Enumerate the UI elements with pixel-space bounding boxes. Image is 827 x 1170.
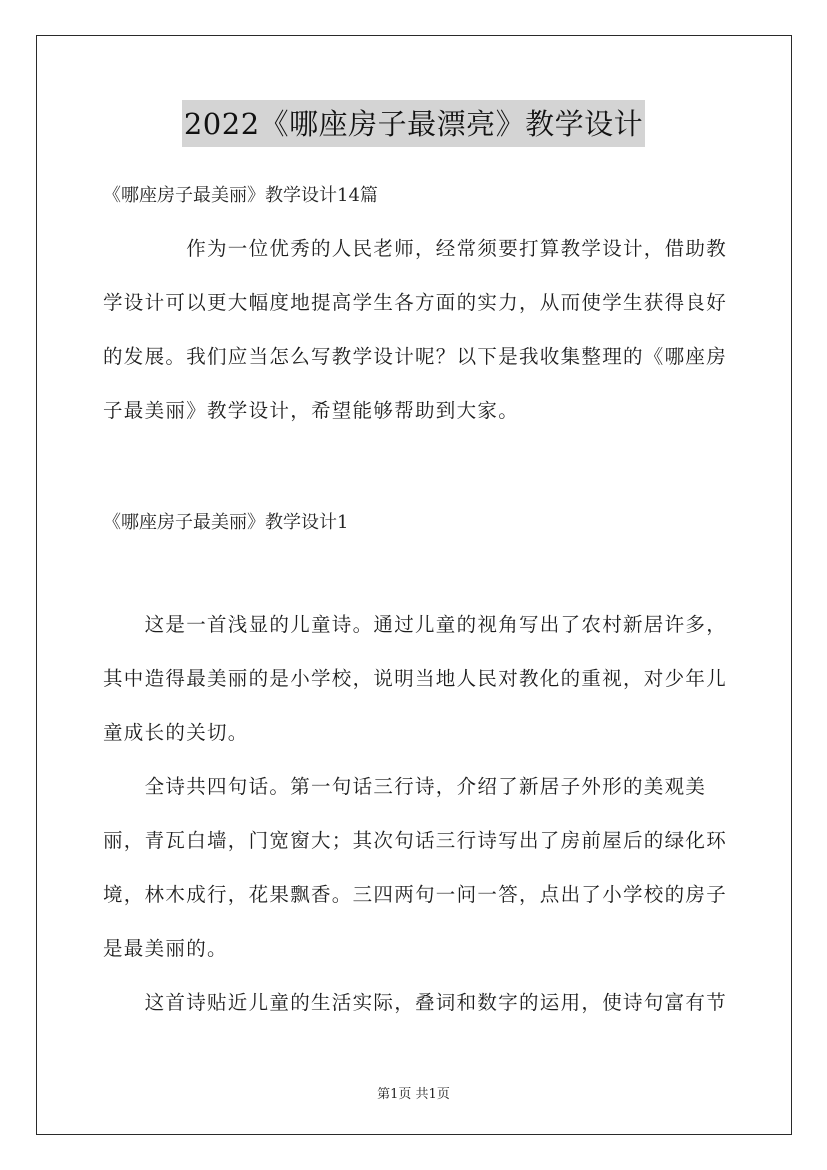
document-title — [0, 100, 827, 147]
body-paragraph-3: 这首诗贴近儿童的生活实际，叠词和数字的运用，使诗句富有节 — [103, 991, 728, 1014]
body-paragraph-1: 这是一首浅显的儿童诗。通过儿童的视角写出了农村新居许多，其中造得最美丽的是小学校，说明当地人民对教化的重视，对少年儿童成长的关切。 — [103, 613, 728, 744]
body-paragraph-2: 全诗共四句话。第一句话三行诗，介绍了新居子外形的美观美丽，青瓦白墙，门宽窗大；其次句话三行诗写出了房前屋后的绿化环境，林木成行，花果飘香。三四两句一问一答，点出了小学校的房子是最美丽的。 — [103, 775, 728, 960]
section-heading: 《哪座房子最美丽》教学设计1 — [103, 512, 349, 533]
page-footer: 第1页 共1页 — [377, 1087, 450, 1102]
intro-paragraph: 作为一位优秀的人民老师，经常须要打算教学设计，借助教学设计可以更大幅度地提高学生各方面的实力，从而使学生获得良好的发展。我们应当怎么写教学设计呢？以下是我收集整理的《哪座房子最美丽》教学设计，希望能够帮助到大家。 — [103, 237, 728, 422]
document-subtitle: 《哪座房子最美丽》教学设计14篇 — [103, 185, 378, 206]
document-title-text: 2022《哪座房子最漂亮》教学设计 — [182, 100, 645, 147]
